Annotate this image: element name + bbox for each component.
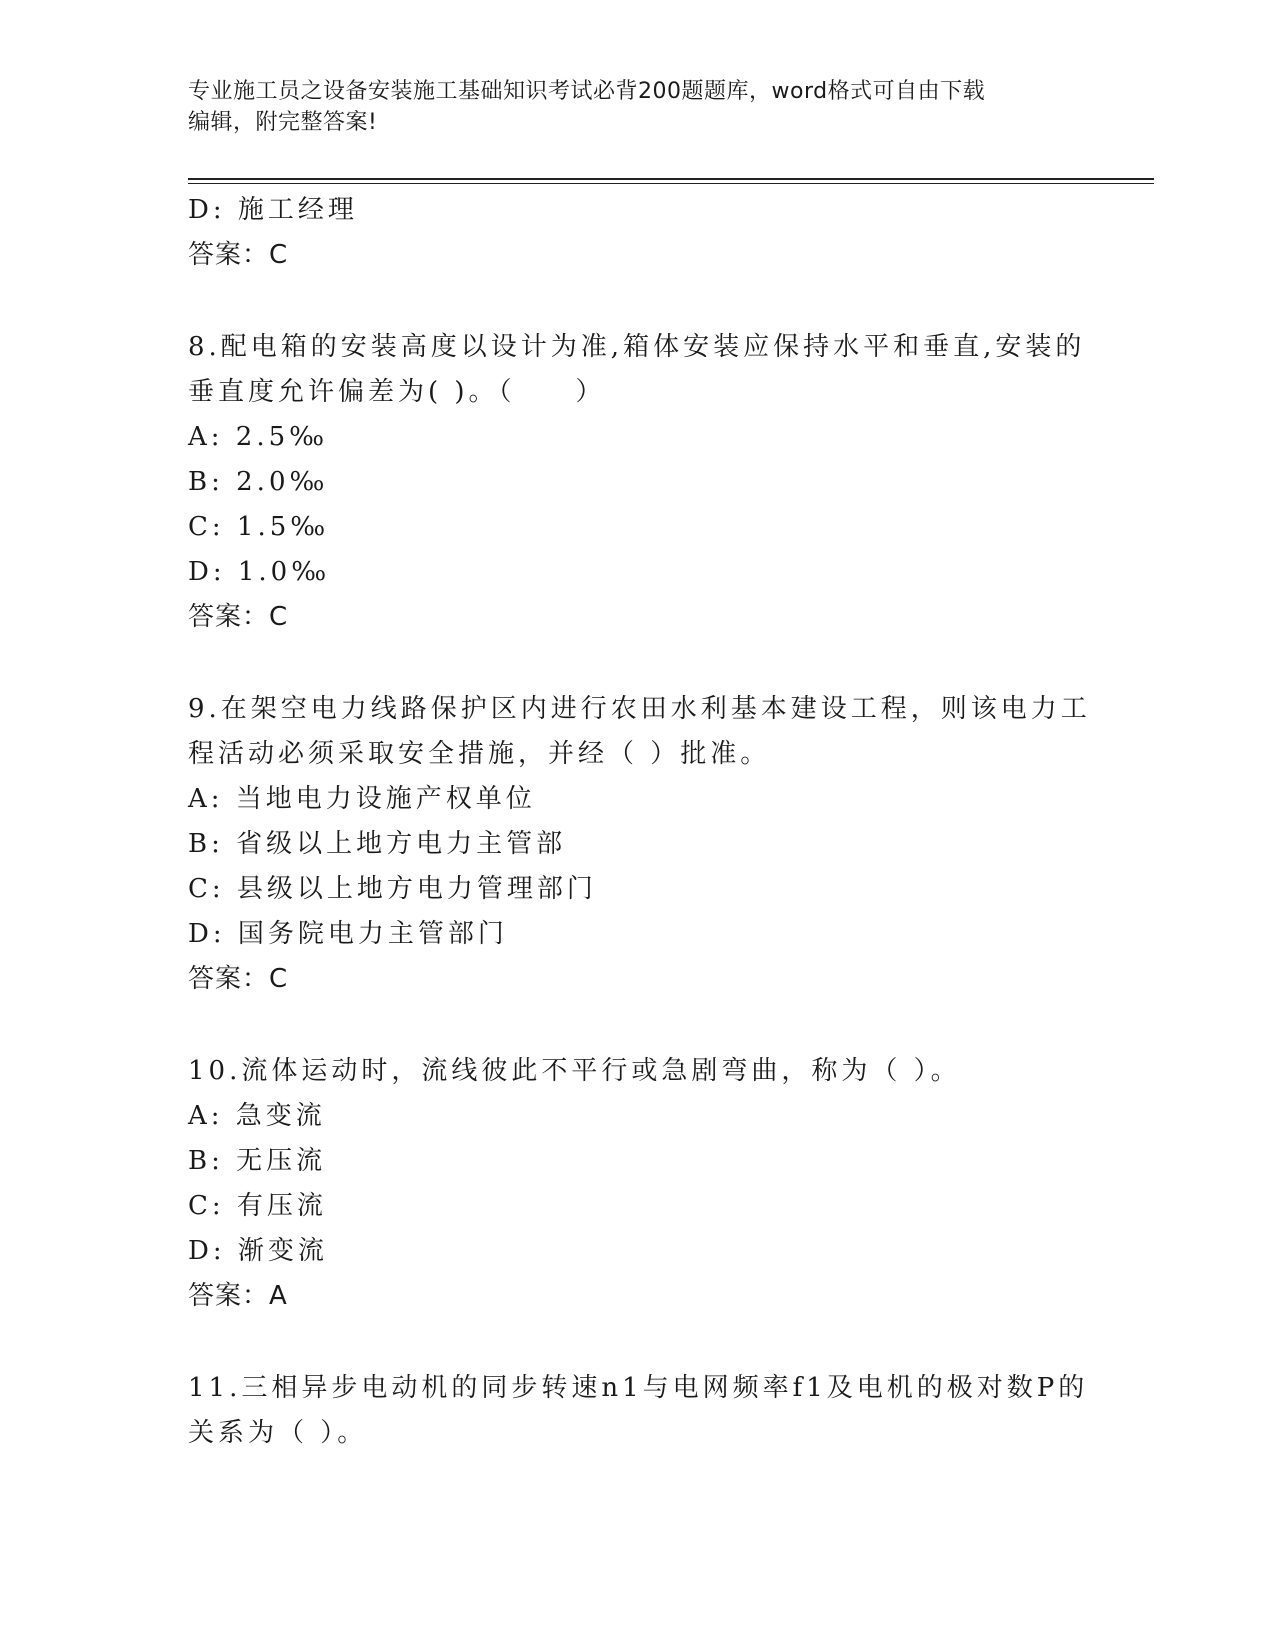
option-a: A: 急变流 bbox=[188, 1101, 326, 1131]
option-c: C: 有压流 bbox=[188, 1191, 327, 1221]
option-b: B: 无压流 bbox=[188, 1146, 327, 1176]
option-d: D: 国务院电力主管部门 bbox=[188, 919, 508, 949]
option-b: B: 省级以上地方电力主管部 bbox=[188, 829, 567, 859]
question-text: 垂直度允许偏差为( )。（ ） bbox=[188, 377, 606, 407]
question-text: 9.在架空电力线路保护区内进行农田水利基本建设工程，则该电力工 bbox=[188, 694, 1091, 724]
question-text: 关系为（ ）。 bbox=[188, 1418, 368, 1448]
answer-line: 答案：A bbox=[188, 1281, 288, 1311]
document-header: 专业施工员之设备安装施工基础知识考试必背200题题库，word格式可自由下载 编辑，附完整答案! bbox=[188, 79, 986, 135]
option-c: C: 1.5‰ bbox=[188, 512, 330, 542]
option-d: D: 1.0‰ bbox=[188, 557, 331, 587]
option-b: B: 2.0‰ bbox=[188, 467, 329, 497]
option-a: A: 2.5‰ bbox=[188, 422, 329, 452]
header-divider-thick bbox=[188, 178, 1154, 180]
answer-line: 答案：C bbox=[188, 964, 289, 994]
option-d: D: 施工经理 bbox=[188, 195, 358, 225]
answer-line: 答案：C bbox=[188, 240, 289, 270]
question-8 bbox=[188, 325, 1088, 640]
question-list bbox=[188, 188, 1091, 1456]
question-text: 10.流体运动时，流线彼此不平行或急剧弯曲，称为（ ）。 bbox=[188, 1056, 961, 1086]
question-9 bbox=[188, 687, 1091, 1002]
question-11 bbox=[188, 1366, 1088, 1456]
question-text: 程活动必须采取安全措施，并经（ ）批准。 bbox=[188, 739, 771, 769]
option-d: D: 渐变流 bbox=[188, 1236, 328, 1266]
answer-line: 答案：C bbox=[188, 602, 289, 632]
option-a: A: 当地电力设施产权单位 bbox=[188, 784, 536, 814]
header-divider-thin bbox=[188, 183, 1154, 184]
option-c: C: 县级以上地方电力管理部门 bbox=[188, 874, 597, 904]
question-text: 8.配电箱的安装高度以设计为准,箱体安装应保持水平和垂直,安装的 bbox=[188, 332, 1086, 362]
question-text: 11.三相异步电动机的同步转速n1与电网频率f1及电机的极对数P的 bbox=[188, 1373, 1089, 1403]
question-10 bbox=[188, 1049, 1088, 1319]
